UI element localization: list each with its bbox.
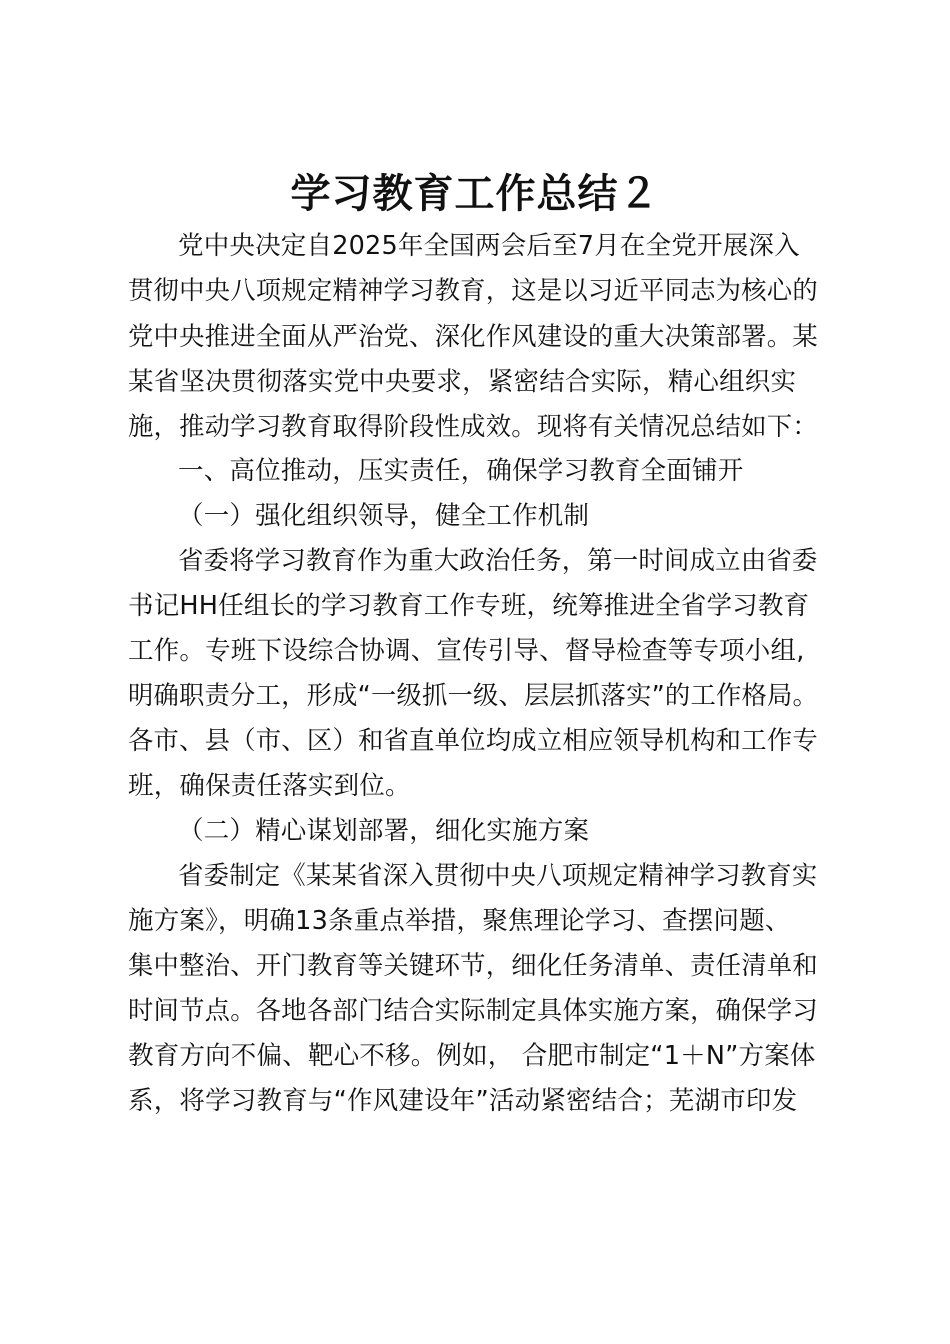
subsection-heading: （一）强化组织领导，健全工作机制 [178, 501, 590, 531]
paragraph-line: 系，将学习教育与“作风建设年”活动紧密结合；芜湖市印发 [128, 1086, 798, 1116]
paragraph-line: 书记HH任组长的学习教育工作专班，统筹推进全省学习教育 [128, 591, 810, 621]
document-title: 学习教育工作总结２ [290, 170, 660, 217]
paragraph-line: 省委制定《某某省深入贯彻中央八项规定精神学习教育实 [178, 861, 818, 891]
paragraph-line: 工作。专班下设综合协调、宣传引导、督导检查等专项小组, [128, 636, 805, 666]
paragraph-line: 党中央决定自2025年全国两会后至7月在全党开展深入 [178, 231, 800, 261]
paragraph-line: 某省坚决贯彻落实党中央要求，紧密结合实际，精心组织实 [128, 367, 797, 397]
paragraph-line: 党中央推进全面从严治党、深化作风建设的重大决策部署。某 [128, 322, 818, 352]
paragraph-line: 班，确保责任落实到位。 [128, 771, 411, 801]
paragraph-line: 时间节点。各地各部门结合实际制定具体实施方案，确保学习 [128, 996, 818, 1026]
paragraph-line: 省委将学习教育作为重大政治任务，第一时间成立由省委 [178, 546, 818, 576]
paragraph-line: 贯彻中央八项规定精神学习教育，这是以习近平同志为核心的 [128, 276, 818, 306]
paragraph-line: 施方案》，明确13条重点举措，聚焦理论学习、查摆问题、 [128, 906, 791, 936]
paragraph-line: 教育方向不偏、靶心不移。例如， 合肥市制定“1＋N”方案体 [128, 1041, 816, 1071]
paragraph-line: 集中整治、开门教育等关键环节，细化任务清单、责任清单和 [128, 951, 818, 981]
subsection-heading: （二）精心谋划部署，细化实施方案 [178, 816, 590, 846]
paragraph-line: 施，推动学习教育取得阶段性成效。现将有关情况总结如下： [128, 412, 818, 442]
section-heading: 一、高位推动，压实责任，确保学习教育全面铺开 [178, 456, 744, 486]
paragraph-line: 各市、县（市、区）和省直单位均成立相应领导机构和工作专 [128, 726, 818, 756]
paragraph-line: 明确职责分工，形成“一级抓一级、层层抓落实”的工作格局。 [128, 681, 819, 711]
